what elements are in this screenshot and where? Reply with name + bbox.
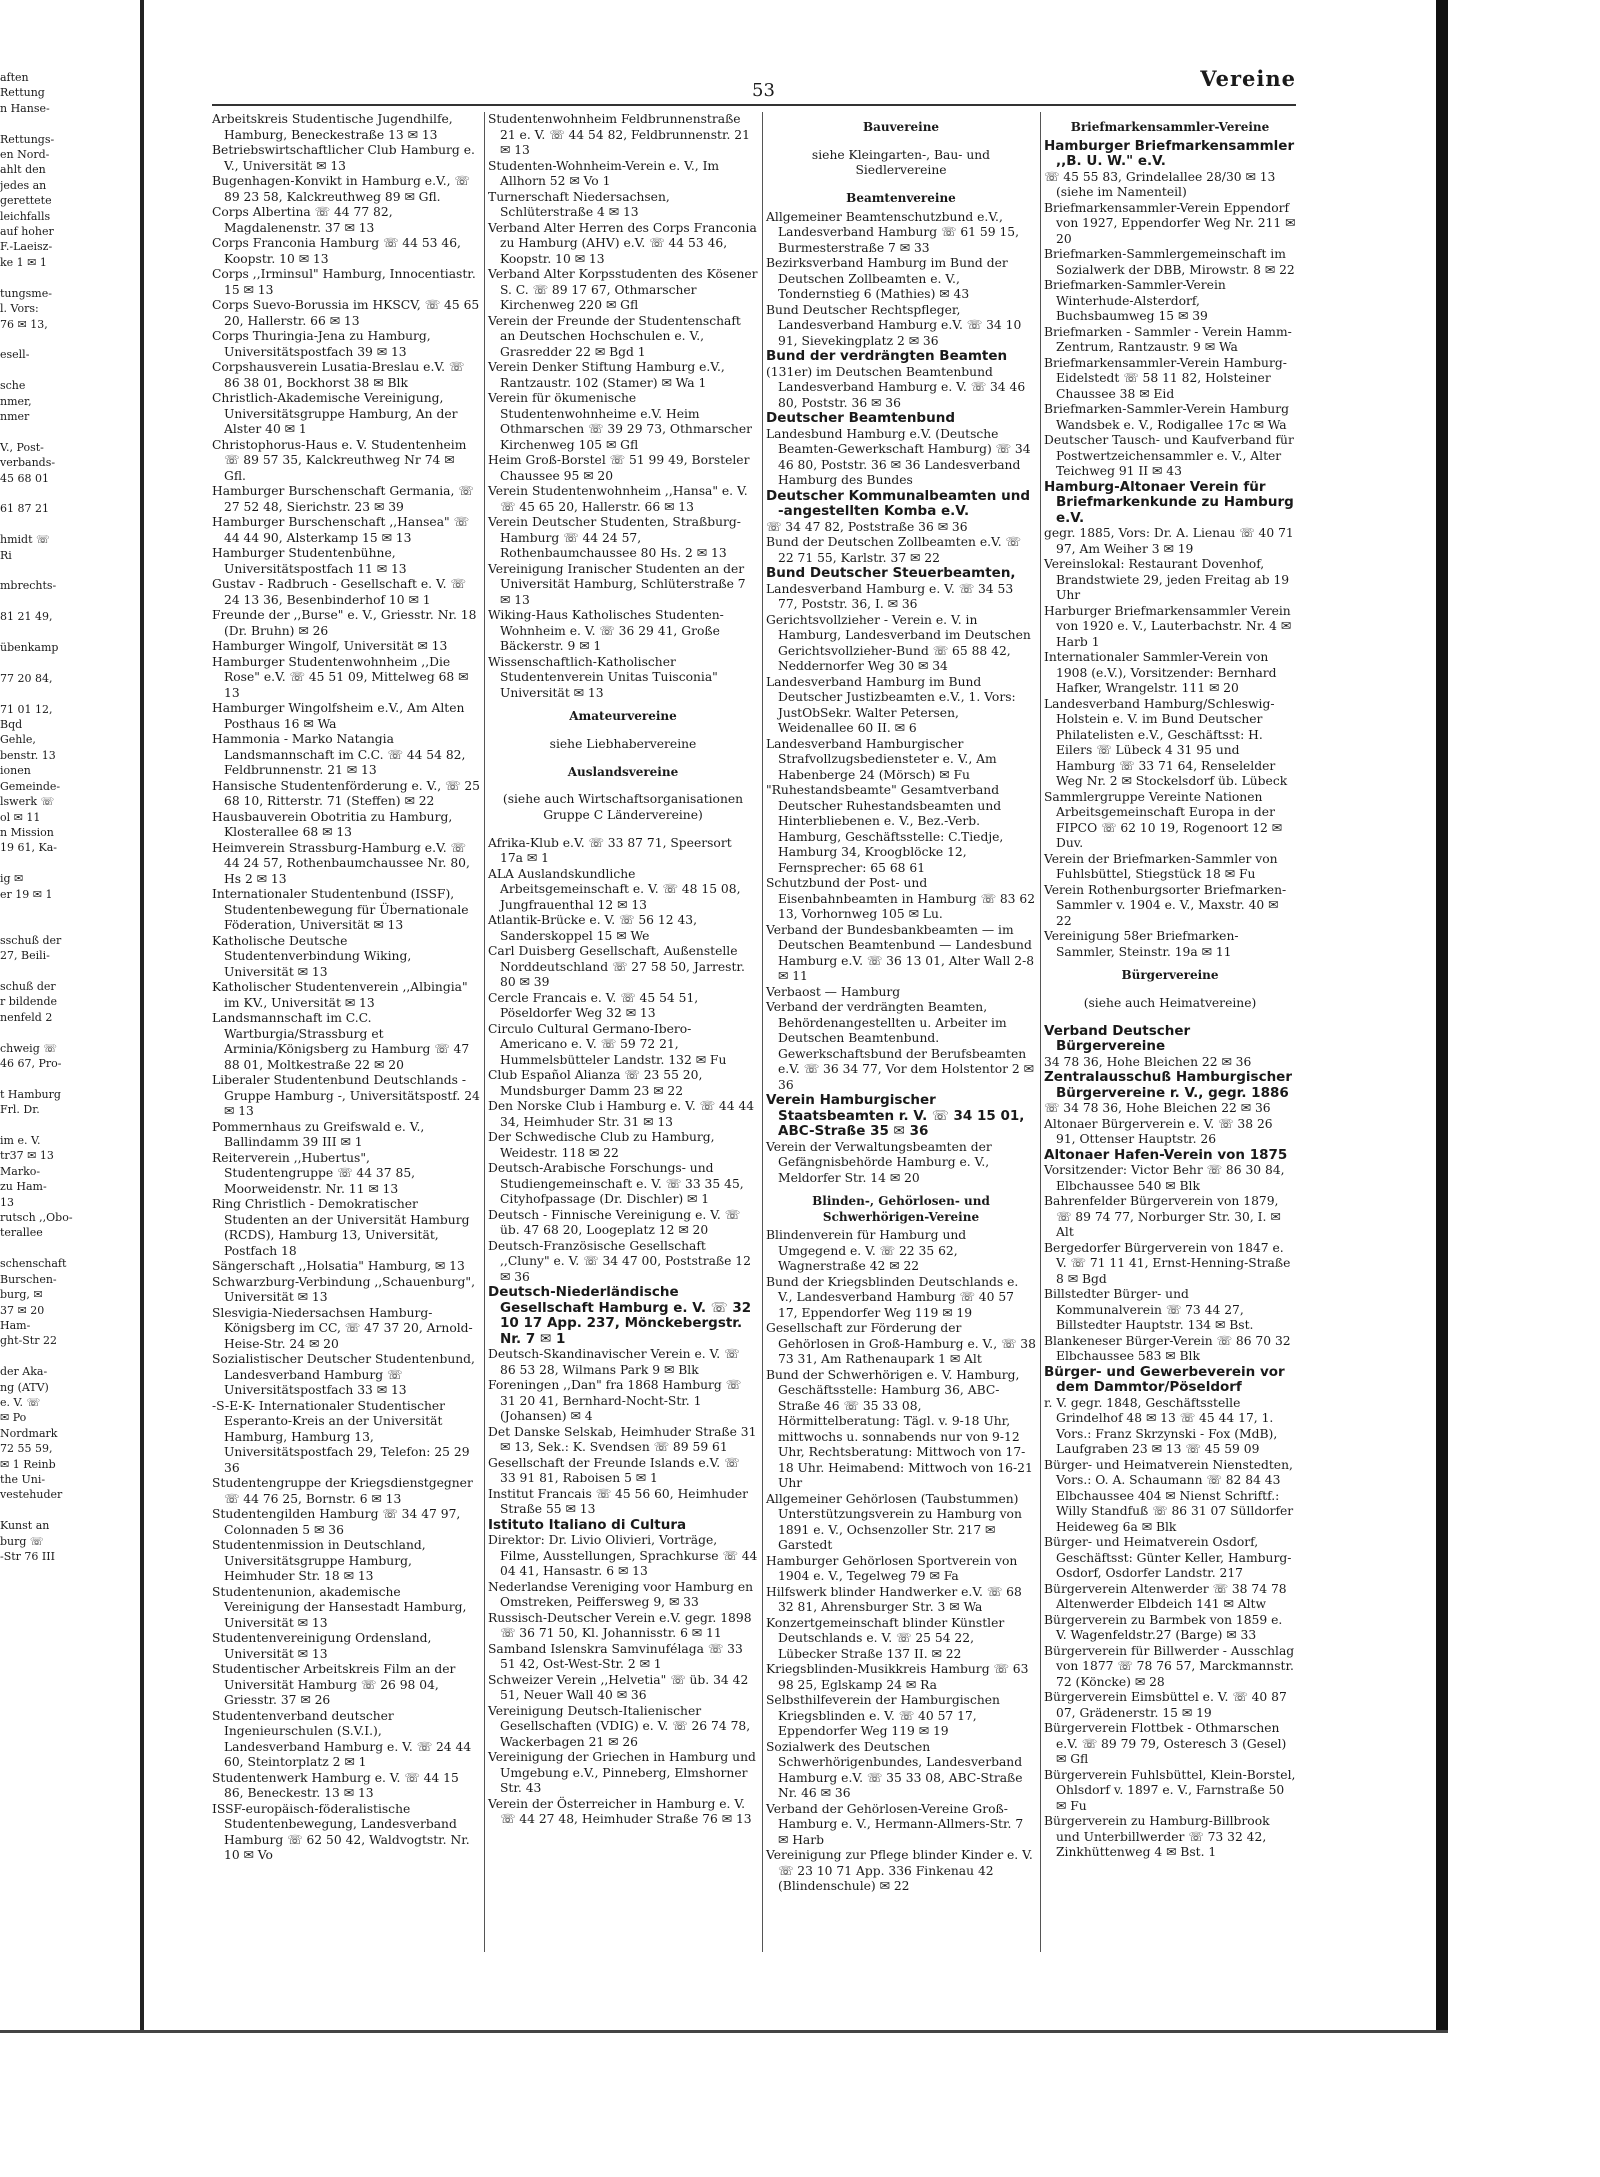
fragment-line: 77 20 84, — [0, 671, 53, 685]
fragment-line: 13 — [0, 1195, 14, 1209]
fragment-line: l. Vors: — [0, 302, 39, 316]
fragment-line: nmer, — [0, 394, 32, 408]
fragment-line: ol ✉ 11 — [0, 810, 41, 824]
directory-entry: Briefmarken-Sammlergemeinschaft im Sozialwerk der DBB, Mirowstr. 8 ✉ 22 — [1044, 247, 1295, 277]
entry-heading: Verband Deutscher Bürgervereine — [1044, 1022, 1191, 1055]
entry-heading: Deutsch-Niederländische Gesellschaft Hamburg e. V. ☏ 32 10 17 App. 237, Mönckebergstr. Nr. 7 ✉ 1 — [488, 1284, 752, 1347]
directory-entry: Deutsch-Französische Gesellschaft ,,Cluny" e. V. ☏ 34 47 00, Poststraße 12 ✉ 36 — [488, 1238, 751, 1284]
fragment-line: Ham- — [0, 1318, 31, 1332]
directory-entry: Vereinslokal: Restaurant Dovenhof, Brandstwiete 29, jeden Freitag ab 19 Uhr — [1044, 557, 1290, 602]
directory-entry: Katholischer Studentenverein ,,Albingia" im KV., Universität ✉ 13 — [212, 980, 468, 1010]
fragment-line: e. V. ☏ — [0, 1395, 41, 1409]
left-page-fragment — [0, 70, 138, 1564]
directory-entry: Briefmarken - Sammler - Verein Hamm-Zentrum, Rantzaustr. 9 ✉ Wa — [1044, 324, 1292, 354]
directory-entry: Bürgerverein Fuhlsbüttel, Klein-Borstel, Ohlsdorf v. 1897 e. V., Farnstraße 50 ✉ Fu — [1044, 1767, 1296, 1813]
directory-entry: Corps Suevo-Borussia im HKSCV, ☏ 45 65 20, Hallerstr. 66 ✉ 13 — [212, 298, 480, 328]
column-rule-3 — [1040, 112, 1041, 1952]
entry-heading: Hamburg-Altonaer Verein für Briefmarkenkunde zu Hamburg e.V. — [1044, 478, 1294, 526]
fragment-line: Ri — [0, 548, 12, 562]
directory-entry: Briefmarkensammler-Verein Eppendorf von 1927, Eppendorfer Weg Nr. 211 ✉ 20 — [1044, 200, 1296, 246]
fragment-line: ig ✉ — [0, 872, 24, 886]
fragment-line — [0, 563, 138, 578]
directory-entry: Samband Islenskra Samvinufélaga ☏ 33 51 42, Ost-West-Str. 2 ✉ 1 — [488, 1641, 743, 1672]
section-heading: Bauvereine — [862, 120, 940, 134]
fragment-line — [0, 686, 138, 701]
directory-entry: Hamburger Wingolfsheim e.V., Am Alten Posthaus 16 ✉ Wa — [212, 701, 465, 731]
fragment-line — [0, 1118, 138, 1133]
directory-entry: Briefmarken-Sammler-Verein Hamburg Wandsbek e. V., Rodigallee 17c ✉ Wa — [1044, 402, 1289, 432]
directory-entry: Cercle Francais e. V. ☏ 45 54 51, Pöseldorfer Weg 32 ✉ 13 — [488, 990, 699, 1021]
directory-entry: Vereinigung Deutsch-Italienischer Gesellschaften (VDIG) e. V. ☏ 26 74 78, Wackerbagen 21 ✉ 26 — [488, 1703, 751, 1749]
directory-entry: Blankeneser Bürger-Verein ☏ 86 70 32 Elbchaussee 583 ✉ Blk — [1044, 1333, 1291, 1364]
fragment-line: nenfeld 2 — [0, 1010, 53, 1024]
directory-entry: Liberaler Studentenbund Deutschlands - Gruppe Hamburg -, Universitätspostf. 24 ✉ 13 — [212, 1073, 480, 1118]
fragment-line: im e. V. — [0, 1134, 41, 1148]
fragment-line: rutsch ,,Obo- — [0, 1211, 73, 1225]
fragment-line — [0, 1503, 138, 1518]
directory-entry: Bürgerverein Eimsbüttel e. V. ☏ 40 87 07, Grädenerstr. 15 ✉ 19 — [1044, 1690, 1287, 1720]
directory-entry: r. V. gegr. 1848, Geschäftsstelle Grindelhof 48 ✉ 13 ☏ 45 44 17, 1. Vors.: Franz Skrzynski - Fox (MdB), Laufgraben 23 ✉ 13 ☏ 45 59 09 — [1044, 1395, 1278, 1457]
column-4 — [1044, 112, 1296, 1861]
fragment-line: lswerk ☏ — [0, 795, 55, 809]
directory-entry: Hamburger Burschenschaft ,,Hansea" ☏ 44 44 90, Alsterkamp 15 ✉ 13 — [212, 515, 469, 545]
directory-entry: Pommernhaus zu Greifswald e. V., Ballindamm 39 III ✉ 1 — [212, 1119, 425, 1149]
fragment-line: schenschaft — [0, 1257, 67, 1271]
fragment-line — [0, 917, 138, 932]
directory-entry: Studentenverband deutscher Ingenieurschulen (S.V.I.), Landesverband Hamburg e. V. ☏ 24 44 60, Steintorplatz 2 ✉ 1 — [212, 1708, 472, 1769]
fragment-line: Burschen- — [0, 1272, 57, 1286]
directory-entry: Bugenhagen-Konvikt in Hamburg e.V., ☏ 89 23 58, Kalckreuthweg 89 ✉ Gfl. — [212, 174, 470, 204]
fragment-line — [0, 964, 138, 979]
directory-entry: ☏ 34 47 82, Poststraße 36 ✉ 36 — [766, 519, 968, 534]
fragment-line: sschuß der — [0, 933, 62, 947]
directory-entry: Studentengilden Hamburg ☏ 34 47 97, Colonnaden 5 ✉ 36 — [212, 1507, 461, 1537]
directory-entry: (131er) im Deutschen Beamtenbund Landesverband Hamburg e. V. ☏ 34 46 80, Poststr. 36 ✉ 36 — [766, 364, 1026, 410]
column-rule-2 — [762, 112, 763, 1952]
directory-entry: Verband der verdrängten Beamten, Behördenangestellten u. Arbeiter im Deutschen Beamtenbund. Gewerkschaftsbund der Berufsbeamten e.V. ☏ 36 34 77, Vor dem Holstentor 2 ✉ 36 — [766, 1000, 1034, 1092]
fragment-line — [0, 856, 138, 871]
directory-entry: Circulo Cultural Germano-Ibero-Americano e. V. ☏ 59 72 21, Hummelsbütteler Landstr. 132 ✉ Fu — [488, 1021, 727, 1067]
fragment-line: auf hoher — [0, 225, 54, 239]
directory-entry: Vorsitzender: Victor Behr ☏ 86 30 84, Elbchaussee 540 ✉ Blk — [1044, 1163, 1285, 1193]
fragment-line: ✉ Po — [0, 1411, 27, 1425]
header-title: Vereine — [1200, 66, 1296, 91]
directory-entry: Verein Deutscher Studenten, Straßburg-Hamburg ☏ 44 24 57, Rothenbaumchaussee 80 Hs. 2 ✉ 13 — [488, 515, 741, 560]
fragment-line — [0, 655, 138, 670]
directory-entry: Verein der Österreicher in Hamburg e. V. ☏ 44 27 48, Heimhuder Straße 76 ✉ 13 — [488, 1796, 752, 1827]
fragment-line: 72 55 59, — [0, 1442, 53, 1456]
directory-entry: ☏ 34 78 36, Hohe Bleichen 22 ✉ 36 — [1044, 1101, 1271, 1116]
directory-entry: Bürgerverein zu Barmbek von 1859 e. V. Wagenfeldstr.27 (Barge) ✉ 33 — [1044, 1612, 1283, 1643]
page-header — [212, 64, 1296, 104]
fragment-line: r bildende — [0, 995, 58, 1009]
section-note: (siehe auch Heimatvereine) — [1083, 995, 1257, 1010]
directory-entry: gegr. 1885, Vors: Dr. A. Lienau ☏ 40 71 97, Am Weiher 3 ✉ 19 — [1044, 526, 1294, 556]
directory-entry: Hamburger Wingolf, Universität ✉ 13 — [212, 639, 448, 653]
directory-entry: Gesellschaft zur Förderung der Gehörlosen in Groß-Hamburg e. V., ☏ 38 73 31, Am Rathenaupark 1 ✉ Alt — [766, 1321, 1036, 1367]
fragment-line: aften — [0, 71, 29, 84]
fragment-line: verbands- — [0, 456, 56, 470]
fragment-line — [0, 1349, 138, 1364]
fragment-line — [0, 424, 138, 439]
fragment-line: mbrechts- — [0, 579, 57, 593]
directory-entry: Direktor: Dr. Livio Olivieri, Vorträge, Filme, Ausstellungen, Sprachkurse ☏ 44 04 41, Hansastr. 6 ✉ 13 — [488, 1533, 758, 1579]
fragment-line: 46 67, Pro- — [0, 1057, 62, 1070]
directory-entry: Schutzbund der Post- und Eisenbahnbeamten in Hamburg ☏ 83 62 13, Vorhornweg 105 ✉ Lu. — [766, 876, 1036, 922]
directory-entry: Internationaler Sammler-Verein von 1908 (e.V.), Vorsitzender: Bernhard Hafker, Wrangelstr. 111 ✉ 20 — [1044, 650, 1277, 695]
directory-entry: Studentenmission in Deutschland, Universitätsgruppe Hamburg, Heimhuder Str. 18 ✉ 13 — [212, 1538, 426, 1583]
section-note: siehe Kleingarten-, Bau- und Siedlervereine — [811, 147, 991, 178]
directory-entry: Verein der Briefmarken-Sammler von Fuhlsbüttel, Stiegstück 18 ✉ Fu — [1044, 851, 1278, 881]
entry-heading: Zentralausschuß Hamburgischer Bürgervereine r. V., gegr. 1886 — [1044, 1069, 1292, 1101]
directory-entry: Harburger Briefmarkensammler Verein von 1920 e. V., Lauterbachstr. Nr. 4 ✉ Harb 1 — [1044, 603, 1292, 649]
directory-entry: Christophorus-Haus e. V. Studentenheim ☏ 89 57 35, Kalckreuthweg Nr 74 ✉ Gfl. — [212, 437, 467, 483]
directory-entry: 34 78 36, Hohe Bleichen 22 ✉ 36 — [1044, 1054, 1252, 1069]
directory-entry: Studenten-Wohnheim-Verein e. V., Im Allhorn 52 ✉ Vo 1 — [488, 158, 720, 188]
fragment-line: n Hanse- — [0, 101, 50, 115]
directory-entry: Allgemeiner Gehörlosen (Taubstummen) Unterstützungsverein zu Hamburg von 1891 e. V., Ochsenzoller Str. 217 ✉ Garstedt — [766, 1491, 1022, 1553]
directory-entry: Studentenunion, akademische Vereinigung der Hansestadt Hamburg, Universität ✉ 13 — [212, 1584, 467, 1630]
fragment-line: Marko- — [0, 1164, 41, 1178]
fragment-line: ✉ 1 Reinb — [0, 1457, 56, 1471]
directory-entry: Sozialistischer Deutscher Studentenbund, Landesverband Hamburg ☏ Universitätspostfach 33 ✉ 13 — [212, 1352, 475, 1397]
fragment-line: 81 21 49, — [0, 610, 53, 624]
fragment-line — [0, 594, 138, 609]
directory-entry: Vereinigung 58er Briefmarken-Sammler, Steinstr. 19a ✉ 11 — [1044, 929, 1239, 959]
directory-entry: Gesellschaft der Freunde Islands e.V. ☏ 33 91 81, Raboisen 5 ✉ 1 — [488, 1455, 740, 1486]
directory-entry: Verein Studentenwohnheim ,,Hansa" e. V. ☏ 45 65 20, Hallerstr. 66 ✉ 13 — [488, 484, 748, 514]
directory-entry: Wissenschaftlich-Katholischer Studentenverein Unitas Tuisconia" Universität ✉ 13 — [488, 654, 718, 700]
directory-entry: Der Schwedische Club zu Hamburg, Weidestr. 118 ✉ 22 — [488, 1130, 715, 1160]
directory-entry: Verein Rothenburgsorter Briefmarken-Sammler v. 1904 e. V., Maxstr. 40 ✉ 22 — [1044, 882, 1287, 928]
fragment-line: -Str 76 III — [0, 1550, 55, 1563]
directory-entry: Foreningen ,,Dan" fra 1868 Hamburg ☏ 31 20 41, Bernhard-Nocht-Str. 1 (Johansen) ✉ 4 — [488, 1378, 742, 1424]
directory-entry: Afrika-Klub e.V. ☏ 33 87 71, Speersort 17a ✉ 1 — [488, 835, 732, 866]
fragment-line: gerettete — [0, 194, 52, 208]
section-heading: Beamtenvereine — [846, 191, 956, 206]
directory-entry: Hamburger Gehörlosen Sportverein von 1904 e. V., Tegelweg 79 ✉ Fa — [766, 1553, 1018, 1584]
directory-entry: Corps Albertina ☏ 44 77 82, Magdalenenstr. 37 ✉ 13 — [212, 205, 393, 235]
fragment-line: Gemeinde- — [0, 779, 61, 793]
directory-entry: Hamburger Burschenschaft Germania, ☏ 27 52 48, Sierichstr. 23 ✉ 39 — [212, 484, 474, 514]
fragment-line: 71 01 12, — [0, 702, 53, 716]
directory-entry: Bürger- und Heimatverein Nienstedten, Vors.: O. A. Schaumann ☏ 82 84 43 Elbchaussee 404 ✉ Nienst Schriftf.: Willy Standfuß ☏ 86 31 07 Sülldorfer Heideweg 6a ✉ Blk — [1044, 1457, 1294, 1534]
directory-entry: Landesverband Hamburg/Schleswig-Holstein e. V. im Bund Deutscher Philatelisten e.V., Geschäftsst: H. Eilers ☏ Lübeck 4 31 95 und Hamburg ☏ 33 71 64, Renselelder Weg Nr. 2 ✉ Stockelsdorf üb. Lübeck — [1044, 696, 1288, 788]
fragment-line: the Uni- — [0, 1472, 46, 1486]
directory-entry: Verband der Bundesbankbeamten — im Deutschen Beamtenbund — Landesbund Hamburg e.V. ☏ 36 13 01, Alter Wall 2-8 ✉ 11 — [766, 922, 1035, 984]
fragment-line — [0, 116, 138, 131]
column-2 — [488, 112, 758, 1828]
directory-entry: Institut Francais ☏ 45 56 60, Heimhuder Straße 55 ✉ 13 — [488, 1486, 749, 1517]
directory-entry: Bürgerverein Altenwerder ☏ 38 74 78 Altenwerder Elbdeich 141 ✉ Altw — [1044, 1581, 1287, 1612]
fragment-line: burg, ✉ — [0, 1288, 43, 1302]
directory-entry: Briefmarkensammler-Verein Hamburg-Eidelstedt ☏ 58 11 82, Holsteiner Chaussee 38 ✉ Eid — [1044, 355, 1287, 401]
fragment-line: Gehle, — [0, 733, 36, 747]
directory-entry: Landesverband Hamburg im Bund Deutscher Justizbeamten e.V., 1. Vors: JustObSekr. Walter Petersen, Weidenallee 60 II. ✉ 6 — [766, 674, 1016, 736]
section-heading: Blinden-, Gehörlosen- und Schwerhörigen-Vereine — [812, 1194, 990, 1224]
directory-entry: Landsmannschaft im C.C. Wartburgia/Strassburg et Arminia/Königsberg zu Hamburg ☏ 47 88 01, Moltkestraße 22 ✉ 20 — [212, 1011, 470, 1072]
column-3 — [766, 112, 1036, 1895]
directory-entry: Turnerschaft Niedersachsen, Schlüterstraße 4 ✉ 13 — [488, 189, 670, 219]
fragment-line — [0, 517, 138, 532]
directory-entry: Billstedter Bürger- und Kommunalverein ☏ 73 44 27, Billstedter Hauptstr. 134 ✉ Bst. — [1044, 1287, 1254, 1333]
directory-entry: Russisch-Deutscher Verein e.V. gegr. 1898 ☏ 36 71 50, Kl. Johannisstr. 6 ✉ 11 — [488, 1610, 752, 1641]
directory-entry: Sammlergruppe Vereinte Nationen Arbeitsgemeinschaft Europa in der FIPCO ☏ 62 10 19, Rogenoort 12 ✉ Duv. — [1044, 789, 1283, 850]
directory-entry: Deutsch - Finnische Vereinigung e. V. ☏ üb. 47 68 20, Loogeplatz 12 ✉ 20 — [488, 1207, 741, 1238]
directory-entry: Bund der Schwerhörigen e. V. Hamburg, Geschäftsstelle: Hamburg 36, ABC-Straße 46 ☏ 35 33 08, Hörmittelberatung: Tägl. v. 9-18 Uhr, mittwochs u. sonnabends nur von 9-12 Uhr, Rechtsberatung: Mittwoch von 17-18 Uhr. Heimabend: Mittwoch von 16-21 Uhr — [766, 1367, 1033, 1491]
scan-bottom-edge — [0, 2030, 1448, 2033]
section-note: siehe Liebhabervereine — [549, 736, 697, 751]
fragment-line — [0, 625, 138, 640]
fragment-line: schuß der — [0, 979, 56, 993]
fragment-line: 27, Beili- — [0, 949, 50, 963]
fragment-line: der Aka- — [0, 1365, 48, 1379]
fragment-line: 37 ✉ 20 — [0, 1303, 45, 1317]
entry-heading: Bürger- und Gewerbeverein vor dem Dammtor/Pöseldorf — [1044, 1363, 1285, 1396]
directory-entry: Slesvigia-Niedersachsen Hamburg-Königsberg im CC, ☏ 47 37 20, Arnold-Heise-Str. 24 ✉ 20 — [212, 1305, 473, 1351]
fragment-line: Nordmark — [0, 1426, 58, 1440]
fragment-line: 45 68 01 — [0, 471, 49, 485]
directory-entry: Hausbauverein Obotritia zu Hamburg, Klosterallee 68 ✉ 13 — [212, 809, 453, 839]
fragment-line — [0, 902, 138, 917]
directory-entry: Schwarzburg-Verbindung ,,Schauenburg", Universität ✉ 13 — [212, 1274, 475, 1304]
fragment-line — [0, 486, 138, 501]
fragment-line: n Mission — [0, 825, 54, 839]
directory-entry: -S-E-K- Internationaler Studentischer Esperanto-Kreis an der Universität Hamburg, Hamburg 13, Universitätspostfach 29, Telefon: 25 29 36 — [212, 1398, 470, 1475]
directory-entry: Betriebswirtschaftlicher Club Hamburg e. V., Universität ✉ 13 — [212, 143, 475, 173]
fragment-line: chweig ☏ — [0, 1041, 57, 1055]
directory-entry: Konzertgemeinschaft blinder Künstler Deutschlands e. V. ☏ 25 54 22, Lübecker Straße 137 II. ✉ 22 — [766, 1615, 1005, 1661]
fragment-line: tungsme- — [0, 286, 52, 300]
directory-entry: Studentenwohnheim Feldbrunnenstraße 21 e. V. ☏ 44 54 82, Feldbrunnenstr. 21 ✉ 13 — [488, 112, 750, 157]
fragment-line: sche — [0, 379, 26, 393]
directory-entry: Corps Franconia Hamburg ☏ 44 53 46, Koopstr. 10 ✉ 13 — [212, 236, 461, 266]
fragment-line — [0, 1241, 138, 1256]
directory-entry: Landesverband Hamburg e. V. ☏ 34 53 77, Poststr. 36, I. ✉ 36 — [766, 581, 1014, 612]
directory-entry: ☏ 45 55 83, Grindelallee 28/30 ✉ 13 (siehe im Namenteil) — [1044, 169, 1276, 199]
directory-entry: Landesverband Hamburgischer Strafvollzugsbediensteter e. V., Am Habenberge 24 (Mörsch) ✉ Fu — [766, 736, 997, 782]
fragment-line: leichfalls — [0, 209, 51, 223]
fragment-line — [0, 1025, 138, 1040]
fragment-line: tr37 ✉ 13 — [0, 1149, 54, 1163]
directory-entry: Verein der Freunde der Studentenschaft an Deutschen Hochschulen e. V., Grasredder 22 ✉ Bgd 1 — [488, 313, 741, 359]
directory-entry: Bezirksverband Hamburg im Bund der Deutschen Zollbeamten e. V., Tondernstieg 6 (Mathies) ✉ 43 — [766, 256, 1008, 302]
directory-entry: Verein für ökumenische Studentenwohnheime e.V. Heim Othmarschen ☏ 39 29 73, Othmarscher Kirchenweg 105 ✉ Gfl — [488, 391, 752, 452]
directory-entry: Christlich-Akademische Vereinigung, Universitätsgruppe Hamburg, An der Alster 40 ✉ 1 — [212, 391, 458, 436]
fragment-line: terallee — [0, 1226, 43, 1240]
directory-entry: Arbeitskreis Studentische Jugendhilfe, Hamburg, Beneckestraße 13 ✉ 13 — [212, 112, 453, 142]
directory-entry: ISSF-europäisch-föderalistische Studentenbewegung, Landesverband Hamburg ☏ 62 50 42, Waldvogtstr. Nr. 10 ✉ Vo — [212, 1801, 470, 1862]
directory-entry: Det Danske Selskab, Heimhuder Straße 31 ✉ 13, Sek.: K. Svendsen ☏ 89 59 61 — [488, 1424, 757, 1455]
page-number: 53 — [752, 80, 775, 101]
directory-entry: Hamburger Studentenwohnheim ,,Die Rose" e.V. ☏ 45 51 09, Mittelweg 68 ✉ 13 — [212, 654, 469, 700]
fragment-line: en Nord- — [0, 148, 50, 162]
directory-entry: Briefmarken-Sammler-Verein Winterhude-Alsterdorf, Buchsbaumweg 15 ✉ 39 — [1044, 278, 1226, 323]
directory-entry: Blindenverein für Hamburg und Umgegend e. V. ☏ 22 35 62, Wagnerstraße 42 ✉ 22 — [766, 1228, 967, 1274]
directory-entry: Ring Christlich - Demokratischer Studenten an der Universität Hamburg (RCDS), Hamburg 13, Universität, Postfach 18 — [212, 1197, 470, 1258]
fragment-line: vestehuder — [0, 1488, 63, 1502]
directory-entry: Hammonia - Marko Natangia Landsmannschaft im C.C. ☏ 44 54 82, Feldbrunnenstr. 21 ✉ 13 — [212, 732, 466, 777]
directory-entry: Carl Duisberg Gesellschaft, Außenstelle Norddeutschland ☏ 27 58 50, Jarrestr. 80 ✉ 39 — [488, 944, 745, 990]
directory-entry: Hilfswerk blinder Handwerker e.V. ☏ 68 32 81, Ahrensburger Str. 3 ✉ Wa — [766, 1584, 1022, 1615]
fragment-line: jedes an — [0, 178, 47, 192]
fragment-line: 19 61, Ka- — [0, 841, 57, 855]
directory-entry: Bergedorfer Bürgerverein von 1847 e. V. ☏ 71 11 41, Ernst-Henning-Straße 8 ✉ Bgd — [1044, 1240, 1291, 1286]
section-heading: Auslandsvereine — [567, 764, 679, 779]
directory-entry: Gustav - Radbruch - Gesellschaft e. V. ☏ 24 13 36, Besenbinderhof 10 ✉ 1 — [212, 577, 466, 607]
directory-entry: Bahrenfelder Bürgerverein von 1879, ☏ 89 74 77, Norburger Str. 30, I. ✉ Alt — [1044, 1194, 1281, 1240]
directory-entry: Bürgerverein Flottbek - Othmarschen e.V. ☏ 89 79 79, Osteresch 3 (Gesel) ✉ Gfl — [1044, 1721, 1287, 1767]
fragment-line: benstr. 13 — [0, 748, 56, 762]
directory-entry: Schweizer Verein ,,Helvetia" ☏ üb. 34 42 51, Neuer Wall 40 ✉ 36 — [488, 1672, 749, 1703]
directory-entry: Nederlandse Vereniging voor Hamburg en Omstreken, Peiffersweg 9, ✉ 33 — [488, 1579, 754, 1610]
directory-entry: Verband Alter Herren des Corps Franconia zu Hamburg (AHV) e.V. ☏ 44 53 46, Koopstr. 10 ✉ 13 — [488, 220, 757, 266]
directory-entry: Deutscher Tausch- und Kaufverband für Postwertzeichensammler e. V., Alter Teichweg 91 II ✉ 43 — [1044, 433, 1294, 478]
directory-entry: Landesbund Hamburg e.V. (Deutsche Beamten-Gewerkschaft Hamburg) ☏ 34 46 80, Poststr. 36 ✉ 36 Landesverband Hamburg des Bundes — [766, 426, 1031, 488]
fragment-line: t Hamburg — [0, 1087, 61, 1101]
directory-entry: Heim Groß-Borstel ☏ 51 99 49, Borsteler Chaussee 95 ✉ 20 — [488, 453, 750, 483]
directory-entry: Verbaost — Hamburg — [766, 984, 901, 999]
directory-entry: Vereinigung der Griechen in Hamburg und Umgebung e.V., Pinneberg, Elmshorner Str. 43 — [488, 1750, 756, 1796]
fragment-line: zu Ham- — [0, 1180, 47, 1194]
directory-entry: Vereinigung Iranischer Studenten an der Universität Hamburg, Schlüterstraße 7 ✉ 13 — [488, 561, 746, 607]
directory-entry: Bund der Deutschen Zollbeamten e.V. ☏ 22 71 55, Karlstr. 37 ✉ 22 — [766, 535, 1021, 565]
directory-entry: Bund der Kriegsblinden Deutschlands e. V., Landesverband Hamburg ☏ 40 57 17, Eppendorfer Weg 119 ✉ 19 — [766, 1274, 1019, 1320]
directory-entry: Gerichtsvollzieher - Verein e. V. in Hamburg, Landesverband im Deutschen Gerichtsvollzieher-Bund ☏ 65 88 42, Neddernorfer Weg 30 ✉ 34 — [766, 612, 1031, 674]
directory-entry: Allgemeiner Beamtenschutzbund e.V., Landesverband Hamburg ☏ 61 59 15, Burmesterstraße 7 ✉ 33 — [766, 209, 1020, 255]
fragment-line: hmidt ☏ — [0, 533, 50, 547]
directory-entry: Bürgerverein für Billwerder - Ausschlag von 1877 ☏ 78 76 57, Marckmannstr. 72 (Köncke) ✉ 28 — [1044, 1643, 1295, 1689]
directory-entry: Den Norske Club i Hamburg e. V. ☏ 44 44 34, Heimhuder Str. 31 ✉ 13 — [488, 1099, 755, 1129]
directory-entry: Sozialwerk des Deutschen Schwerhörigenbundes, Landesverband Hamburg e.V. ☏ 35 33 08, ABC-Straße Nr. 46 ✉ 36 — [766, 1739, 1023, 1801]
directory-entry: Katholische Deutsche Studentenverbindung Wiking, Universität ✉ 13 — [212, 933, 412, 979]
directory-entry: Atlantik-Brücke e. V. ☏ 56 12 43, Sanderskoppel 15 ✉ We — [488, 913, 698, 943]
entry-heading: Hamburger Briefmarkensammler ,,B. U. W." e.V. — [1044, 137, 1295, 169]
fragment-line: 76 ✉ 13, — [0, 317, 48, 331]
fragment-line: ng (ATV) — [0, 1380, 49, 1394]
fragment-line: ahlt den — [0, 163, 46, 177]
scan-right-page-edge — [1436, 0, 1448, 2030]
directory-entry: Studentengruppe der Kriegsdienstgegner ☏ 44 76 25, Bornstr. 6 ✉ 13 — [212, 1476, 473, 1506]
fragment-line: Bqd — [0, 718, 23, 732]
fragment-line: Frl. Dr. — [0, 1103, 40, 1117]
directory-entry: Studentischer Arbeitskreis Film an der Universität Hamburg ☏ 26 98 04, Griesstr. 37 ✉ 26 — [212, 1662, 456, 1707]
directory-entry: Sängerschaft ,,Holsatia" Hamburg, ✉ 13 — [212, 1259, 465, 1273]
directory-entry: Freunde der ,,Burse" e. V., Griesstr. Nr. 18 (Dr. Bruhn) ✉ 26 — [212, 608, 477, 638]
directory-entry: Reiterverein ,,Hubertus", Studentengruppe ☏ 44 37 85, Moorweidenstr. Nr. 11 ✉ 13 — [212, 1150, 416, 1196]
directory-entry: Club Español Alianza ☏ 23 55 20, Mundsburger Damm 23 ✉ 22 — [488, 1068, 703, 1098]
fragment-line: übenkamp — [0, 641, 59, 655]
directory-entry: Hamburger Studentenbühne, Universitätspostfach 11 ✉ 13 — [212, 546, 407, 576]
fragment-line: esell- — [0, 348, 30, 362]
directory-entry: Bürgerverein zu Hamburg-Billbrook und Unterbillwerder ☏ 73 32 42, Zinkhüttenweg 4 ✉ Bst. 1 — [1044, 1814, 1270, 1860]
directory-entry: Corps ,,Irminsul" Hamburg, Innocentiastr. 15 ✉ 13 — [212, 267, 476, 297]
fragment-line: nmer — [0, 409, 30, 423]
fragment-line — [0, 332, 138, 347]
section-note: (siehe auch Wirtschaftsorganisationen Gruppe C Ländervereine) — [502, 792, 744, 822]
column-1 — [212, 112, 480, 1864]
directory-entry: "Ruhestandsbeamte" Gesamtverband Deutscher Ruhestandsbeamten und Hinterbliebenen e. V., Bez.-Verb. Hamburg, Geschäftsstelle: C.Tiedje, Hamburg 34, Kroogblöcke 12, Fernsprecher: 65 68 61 — [766, 783, 1004, 875]
fragment-line: er 19 ✉ 1 — [0, 887, 53, 901]
directory-entry: Bund Deutscher Rechtspfleger, Landesverband Hamburg e.V. ☏ 34 10 91, Sievekingplatz 2 ✉ 36 — [766, 302, 1022, 348]
directory-entry: Corps Thuringia-Jena zu Hamburg, Universitätspostfach 39 ✉ 13 — [212, 329, 431, 359]
fragment-line — [0, 1071, 138, 1086]
directory-entry: Heimverein Strassburg-Hamburg e.V. ☏ 44 24 57, Rothenbaumchaussee Nr. 80, Hs 2 ✉ 13 — [212, 840, 470, 886]
directory-entry: Verein der Verwaltungsbeamten der Gefängnisbehörde Hamburg e. V., Meldorfer Str. 14 ✉ 20 — [766, 1139, 992, 1185]
directory-entry: Vereinigung zur Pflege blinder Kinder e. V. ☏ 23 10 71 App. 336 Finkenau 42 (Blindenschule) ✉ 22 — [766, 1848, 1033, 1894]
fragment-line — [0, 363, 138, 378]
entry-heading: Altonaer Hafen-Verein von 1875 — [1044, 1146, 1288, 1163]
header-rule — [212, 104, 1296, 106]
directory-entry: Internationaler Studentenbund (ISSF), Studentenbewegung für Übernationale Föderation, Universität ✉ 13 — [212, 887, 469, 932]
fragment-line: Rettungs- — [0, 132, 55, 146]
section-heading: Amateurvereine — [569, 709, 677, 723]
fragment-line — [0, 270, 138, 285]
directory-entry: Deutsch-Skandinavischer Verein e. V. ☏ 86 53 28, Wilmans Park 9 ✉ Blk — [488, 1347, 740, 1377]
directory-entry: Selbsthilfeverein der Hamburgischen Kriegsblinden e. V. ☏ 40 57 17, Eppendorfer Weg 119 ✉ 19 — [766, 1693, 1000, 1739]
column-rule-1 — [484, 112, 485, 1952]
entry-heading: Deutscher Kommunalbeamten und -angestellten Komba e.V. — [766, 487, 1030, 520]
directory-entry: Bürger- und Heimatverein Osdorf, Geschäftsst: Günter Keller, Hamburg-Osdorf, Osdorfer Landstr. 217 — [1044, 1535, 1292, 1581]
entry-heading: Deutscher Beamtenbund — [766, 410, 955, 427]
fragment-line: F.-Laeisz- — [0, 240, 53, 254]
entry-heading: Bund Deutscher Steuerbeamten, — [766, 565, 1016, 582]
fragment-line: Kunst an — [0, 1519, 50, 1533]
directory-entry: Altonaer Bürgerverein e. V. ☏ 38 26 91, Ottenser Hauptstr. 26 — [1044, 1116, 1273, 1147]
entry-heading: Verein Hamburgischer Staatsbeamten r. V. ☏ 34 15 01, ABC-Straße 35 ✉ 36 — [766, 1092, 1025, 1140]
directory-entry: Kriegsblinden-Musikkreis Hamburg ☏ 63 98 25, Eglskamp 24 ✉ Ra — [766, 1662, 1029, 1692]
directory-entry: Deutsch-Arabische Forschungs- und Studiengemeinschaft e. V. ☏ 33 35 45, Cityhofpassage (Dr. Dischler) ✉ 1 — [488, 1161, 744, 1207]
fragment-line: ke 1 ✉ 1 — [0, 255, 47, 269]
fragment-line: ionen — [0, 764, 31, 778]
directory-entry: Verband der Gehörlosen-Vereine Groß-Hamburg e. V., Hermann-Allmers-Str. 7 ✉ Harb — [766, 1801, 1024, 1847]
fragment-line: 61 87 21 — [0, 502, 49, 516]
directory-entry: Corpshausverein Lusatia-Breslau e.V. ☏ 86 38 01, Bockhorst 38 ✉ Blk — [212, 360, 465, 390]
fragment-line: ght-Str 22 — [0, 1334, 57, 1348]
section-heading: Briefmarkensammler-Vereine — [1070, 120, 1270, 134]
scan-left-page-edge — [140, 0, 144, 2030]
directory-entry: Hansische Studentenförderung e. V., ☏ 25 68 10, Ritterstr. 71 (Steffen) ✉ 22 — [212, 778, 480, 808]
directory-entry: Verband Alter Korpsstudenten des Kösener S. C. ☏ 89 17 67, Othmarscher Kirchenweg 220 ✉ Gfl — [488, 267, 758, 312]
entry-heading: Bund der verdrängten Beamten — [766, 348, 1008, 365]
directory-entry: Verein Denker Stiftung Hamburg e.V., Rantzaustr. 102 (Stamer) ✉ Wa 1 — [488, 360, 725, 390]
fragment-line: burg ☏ — [0, 1534, 44, 1548]
directory-entry: ALA Auslandskundliche Arbeitsgemeinschaft e. V. ☏ 48 15 08, Jungfrauenthal 12 ✉ 13 — [488, 866, 741, 912]
entry-heading: Istituto Italiano di Cultura — [488, 1516, 687, 1533]
fragment-line: V., Post- — [0, 440, 44, 454]
fragment-line: Rettung — [0, 86, 45, 100]
section-heading: Bürgervereine — [1121, 968, 1219, 982]
directory-entry: Wiking-Haus Katholisches Studenten-Wohnheim e. V. ☏ 36 29 41, Große Bäckerstr. 9 ✉ 1 — [488, 608, 724, 653]
directory-entry: Studentenvereinigung Ordensland, Universität ✉ 13 — [212, 1631, 432, 1661]
directory-entry: Studentenwerk Hamburg e. V. ☏ 44 15 86, Beneckestr. 13 ✉ 13 — [212, 1770, 459, 1800]
